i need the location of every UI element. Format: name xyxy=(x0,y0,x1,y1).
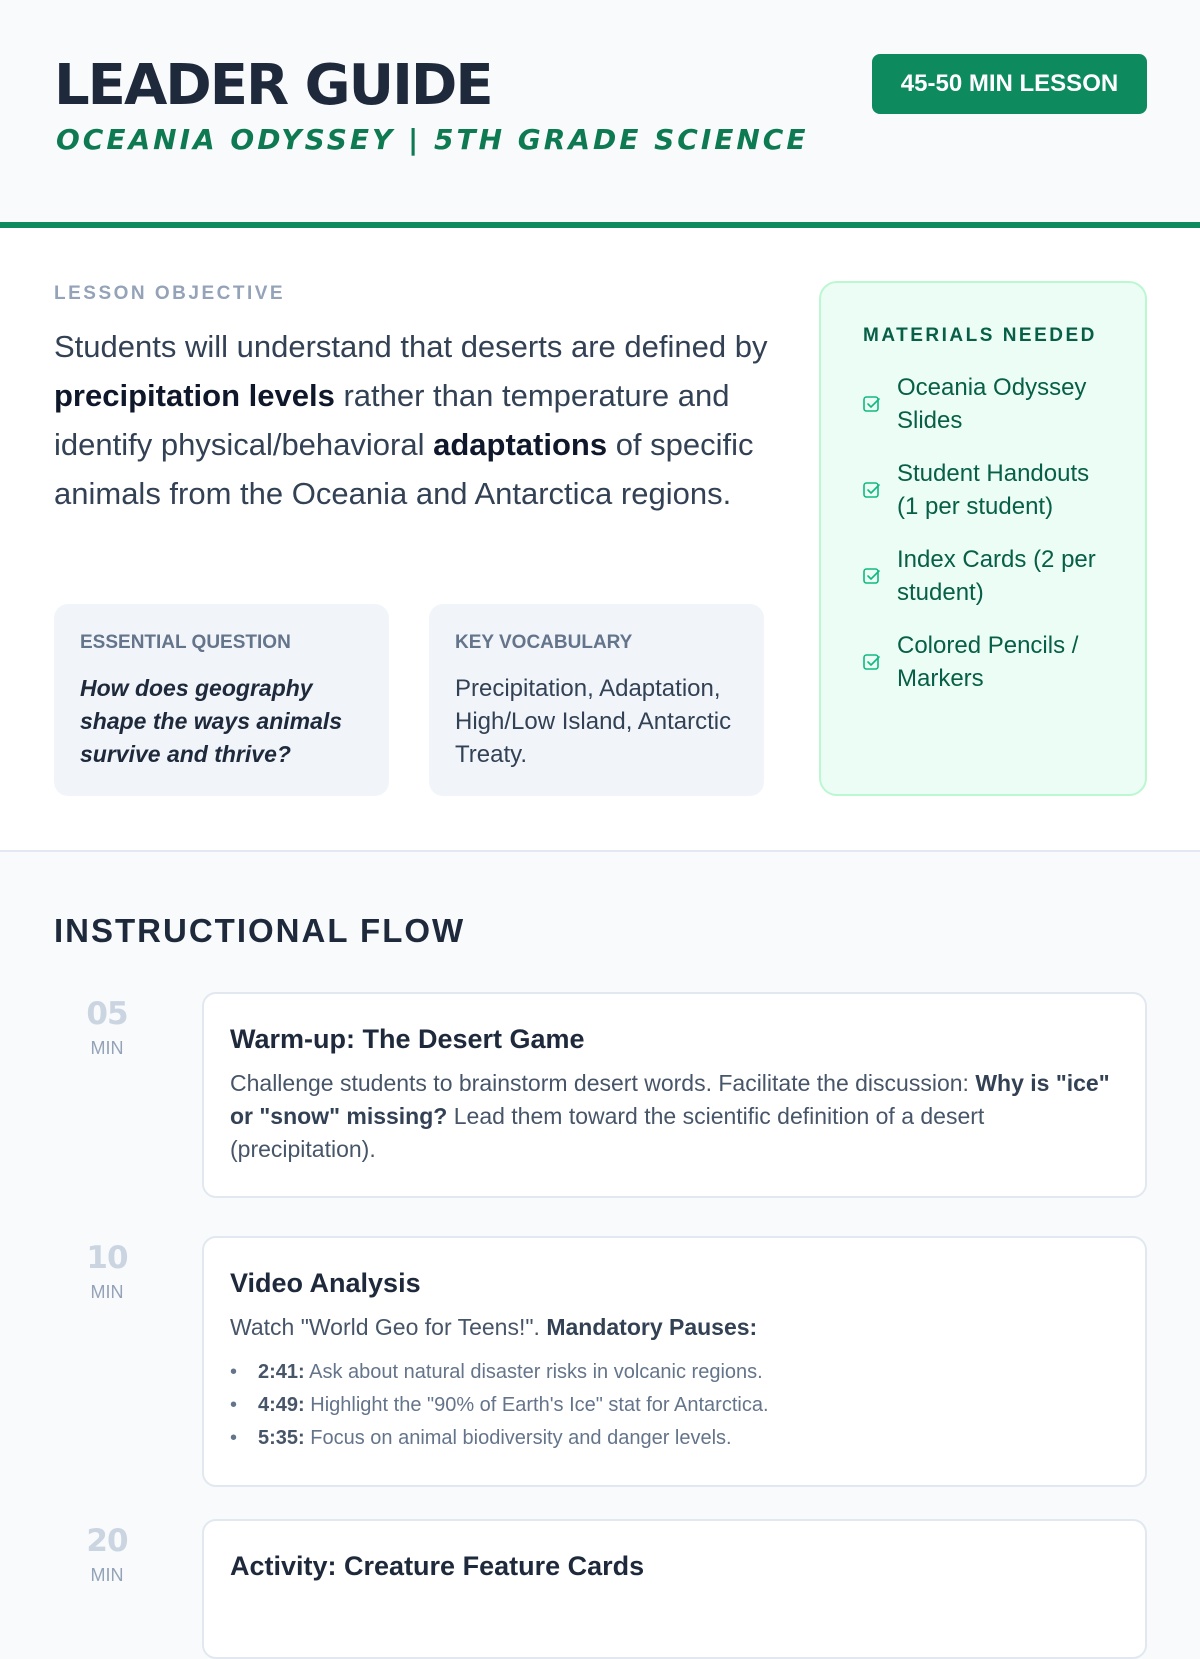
step-minutes-unit: MIN xyxy=(90,1038,124,1058)
step-card xyxy=(202,992,1147,1198)
material-item xyxy=(863,543,1117,609)
pause-item xyxy=(230,1356,1119,1389)
essential-question-label: ESSENTIAL QUESTION xyxy=(80,632,291,653)
step-highlight: Mandatory Pauses: xyxy=(546,1314,758,1340)
step-title: Warm-up: The Desert Game xyxy=(230,1024,585,1054)
pause-item xyxy=(230,1422,1119,1455)
lesson-duration-badge: 45-50 MIN LESSON xyxy=(872,54,1147,114)
objective-highlight: adaptations xyxy=(433,427,608,462)
pause-time: 2:41: xyxy=(258,1361,305,1383)
key-vocabulary-text: Precipitation, Adaptation, High/Low Island, Antarctic Treaty. xyxy=(455,675,732,768)
step-text-part: Challenge students to brainstorm desert words. Facilitate the discussion: xyxy=(230,1070,976,1096)
step-time xyxy=(54,996,160,1059)
material-item-label: Colored Pencils / Markers xyxy=(897,632,1079,692)
step-description xyxy=(230,1067,1119,1166)
material-item xyxy=(863,371,1117,437)
checkbox-icon xyxy=(863,395,881,413)
page-header xyxy=(0,0,1200,228)
step-card xyxy=(202,1519,1147,1659)
objective-text-part: rather than temperature and identify physical/behavioral xyxy=(54,378,730,462)
step-title: Activity: Creature Feature Cards xyxy=(230,1551,645,1581)
pause-item xyxy=(230,1389,1119,1422)
step-card xyxy=(202,1236,1147,1487)
pause-text: Focus on animal biodiversity and danger levels. xyxy=(304,1427,732,1449)
pause-text: Ask about natural disaster risks in volcanic regions. xyxy=(304,1361,763,1383)
material-item-label: Student Handouts (1 per student) xyxy=(897,460,1090,520)
objective-text-part: of specific animals from the Oceania and Antarctica regions. xyxy=(54,427,754,511)
lesson-objective-label: LESSON OBJECTIVE xyxy=(54,283,286,304)
materials-label: MATERIALS NEEDED xyxy=(863,325,1097,346)
checkbox-icon xyxy=(863,567,881,585)
material-item xyxy=(863,629,1117,695)
step-minutes: 05 xyxy=(86,996,128,1032)
step-title: Video Analysis xyxy=(230,1268,421,1298)
step-text-part: Watch "World Geo for Teens!". xyxy=(230,1314,547,1340)
page-title: LEADER GUIDE xyxy=(54,53,492,118)
step-text-part: Lead them toward the scientific definition of a desert (precipitation). xyxy=(230,1103,985,1162)
instructional-flow-title: INSTRUCTIONAL FLOW xyxy=(54,912,466,949)
material-item xyxy=(863,457,1117,523)
material-item-label: Index Cards (2 per student) xyxy=(897,546,1096,606)
pause-time: 4:49: xyxy=(258,1394,305,1416)
lesson-objective-text xyxy=(54,322,774,518)
pause-time: 5:35: xyxy=(258,1427,305,1449)
step-minutes: 20 xyxy=(86,1523,128,1559)
checkbox-icon xyxy=(863,653,881,671)
step-minutes-unit: MIN xyxy=(90,1565,124,1585)
materials-panel xyxy=(819,281,1147,796)
step-highlight: Why is "ice" or "snow" missing? xyxy=(230,1070,1110,1129)
objective-text-part: Students will understand that deserts are defined by xyxy=(54,329,768,364)
key-vocabulary-label: KEY VOCABULARY xyxy=(455,632,633,653)
page-subtitle: OCEANIA ODYSSEY | 5TH GRADE SCIENCE xyxy=(56,123,809,156)
step-description xyxy=(230,1311,1119,1344)
pause-text: Highlight the "90% of Earth's Ice" stat for Antarctica. xyxy=(304,1394,769,1416)
step-minutes: 10 xyxy=(86,1240,128,1276)
step-time xyxy=(54,1523,160,1586)
pause-list xyxy=(230,1356,1119,1455)
material-item-label: Oceania Odyssey Slides xyxy=(897,374,1087,434)
objective-highlight: precipitation levels xyxy=(54,378,335,413)
checkbox-icon xyxy=(863,481,881,499)
essential-question-text: How does geography shape the ways animals survive and thrive? xyxy=(80,675,343,767)
step-time xyxy=(54,1240,160,1303)
step-minutes-unit: MIN xyxy=(90,1282,124,1302)
essential-question-box xyxy=(54,604,389,796)
key-vocabulary-box xyxy=(429,604,764,796)
